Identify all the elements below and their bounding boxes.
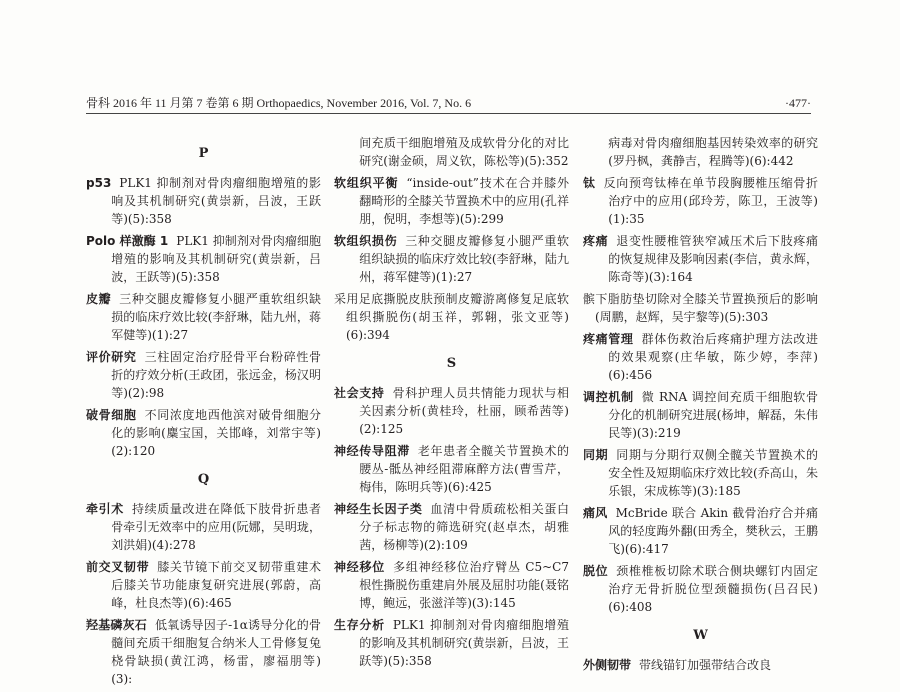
index-text: 同期与分期行双侧全髋关节置换术的安全性及短期临床疗效比较(乔高山，朱乐银，宋成栋等)(3):185 [608,448,818,498]
index-column-3 [583,134,818,678]
index-entry [86,406,321,460]
index-text: 三种交腿皮瓣修复小腿严重软组织缺损的临床疗效比较(李舒琳，陆九州，蒋军健等)(1):27 [359,234,569,284]
index-term: 牵引术 [86,502,124,516]
index-text: 低氧诱导因子-1α诱导分化的骨髓间充质干细胞复合纳米人工骨修复兔桡骨缺损(黄江鸿，杨雷，廖福朋等)(3): [111,618,321,686]
index-text: 不同浓度地西他滨对破骨细胞分化的影响(麋宝国，关邯峰，刘常宇等)(2):120 [111,408,321,458]
index-term: 疼痛管理 [583,332,634,346]
index-entry [583,504,818,558]
index-text: 退变性腰椎管狭窄减压术后下肢疼痛的恢复规律及影响因素(李信，黄永辉，陈奇等)(3):164 [608,234,818,284]
index-entry [334,174,569,228]
index-term: p53 [86,176,112,190]
index-text: 骨科护理人员共情能力现状与相关因素分析(黄桂玲，杜丽，顾希茜等)(2):125 [359,386,569,436]
index-term: 外侧韧带 [583,658,632,672]
index-entry [334,442,569,496]
section-letter-q: Q [197,472,210,487]
index-text: 三种交腿皮瓣修复小腿严重软组织缺损的临床疗效比较(李舒琳，陆九州，蒋军健等)(1):27 [111,292,321,342]
index-entry [334,500,569,554]
index-term: 脱位 [583,564,609,578]
index-entry [583,232,818,286]
index-entry [86,290,321,344]
running-header [86,95,811,114]
index-text: 多组神经移位治疗臂丛 C5~C7 根性撕脱伤重建肩外展及屈肘功能(聂铭博，鲍远，张滋洋等)(3):145 [359,560,569,610]
index-text: 老年患者全髋关节置换术的腰丛-骶丛神经阻滞麻醉方法(曹雪芹，梅伟，陈明兵等)(6):425 [359,444,569,494]
section-letter-w: W [693,628,708,643]
index-entry-subentry: 髌下脂肪垫切除对全膝关节置换预后的影响(周鹏，赵辉，吴宇黎等)(5):303 [583,292,818,324]
journal-citation: 骨科 2016 年 11 月第 7 卷第 6 期 Orthopaedics, November 2016, Vol. 7, No. 6 [86,96,472,110]
index-term: 生存分析 [334,618,385,632]
index-entry [583,446,818,500]
index-text: 膝关节镜下前交叉韧带重建术后膝关节功能康复研究进展(郭蔚，高峰，杜良杰等)(6):465 [111,560,321,610]
index-text: PLK1 抑制剂对骨肉瘤细胞增殖的影响及其机制研究(黄崇新，吕波，王跃等)(5):358 [111,234,321,284]
index-entry [86,616,321,688]
index-entry [583,388,818,442]
index-term: 神经传导阻滞 [334,444,410,458]
index-text: 持续质量改进在降低下肢骨折患者骨牵引无效率中的应用(阮娜，吴明珑，刘洪娟)(4):278 [111,502,321,552]
index-term: 破骨细胞 [86,408,137,422]
index-term: 神经移位 [334,560,386,574]
index-term: 羟基磷灰石 [86,618,147,632]
index-entry [583,330,818,384]
page-number: ·477· [785,96,811,110]
index-text: 三柱固定治疗胫骨平台粉碎性骨折的疗效分析(王政团，张远金，杨汉明等)(2):98 [111,350,321,400]
index-term: 同期 [583,448,609,462]
index-text: PLK1 抑制剂对骨肉瘤细胞增殖的影响及其机制研究(黄崇新，吕波，王跃等)(5):358 [111,176,321,226]
index-entry [334,232,569,286]
index-term: Polo 样激酶 1 [86,234,169,248]
section-letter-s: S [446,356,457,371]
index-text: 群体伤救治后疼痛护理方法改进的效果观察(庄华敏，陈少婷，李萍)(6):456 [608,332,818,382]
index-entry [334,558,569,612]
index-entry-subentry: 采用足底撕脱皮肤预制皮瓣游离修复足底软组织撕脱伤(胡玉祥，郭翱，张文亚等)(6):394 [334,292,569,342]
index-term: 钛 [583,176,596,190]
index-text: “inside-out”技术在合并膝外翻畸形的全膝关节置换术中的应用(孔祥朋，倪明，李想等)(5):299 [359,176,569,226]
index-entry [86,232,321,286]
index-column-1 [86,134,321,692]
index-text: 反向预弯钛棒在单节段胸腰椎压缩骨折治疗中的应用(邱玲芳，陈卫，王波等)(1):35 [603,176,818,226]
index-term: 痛风 [583,506,608,520]
index-entry [86,348,321,402]
index-entry [583,562,818,616]
index-term: 疼痛 [583,234,609,248]
index-entry-continued: 病毒对骨肉瘤细胞基因转染效率的研究(罗丹枫，龚静吉，程腾等)(6):442 [608,136,818,168]
index-text: 微 RNA 调控间充质干细胞软骨分化的机制研究进展(杨坤，解磊，朱伟民等)(3):219 [608,390,818,440]
index-text: McBride 联合 Akin 截骨治疗合并痛风的轻度踇外翻(田秀全，樊秋云，王鹏飞)(6):417 [608,506,818,556]
index-entry [583,656,818,674]
index-text: 血清中骨质疏松相关蛋白分子标志物的筛选研究(赵卓杰，胡雅茜，杨柳等)(2):109 [359,502,569,552]
index-term: 社会支持 [334,386,385,400]
index-entry [86,174,321,228]
index-term: 皮瓣 [86,292,112,306]
index-term: 软组织损伤 [334,234,398,248]
index-entry [86,558,321,612]
index-text: PLK1 抑制剂对骨肉瘤细胞增殖的影响及其机制研究(黄崇新，吕波，王跃等)(5):358 [359,618,569,668]
index-term: 调控机制 [583,390,634,404]
index-entry-continued: 间充质干细胞增殖及成软骨分化的对比研究(谢金硕，周义钦，陈松等)(5):352 [359,136,569,168]
index-entry [583,174,818,228]
index-term: 神经生长因子类 [334,502,423,516]
index-term: 前交叉韧带 [86,560,150,574]
index-entry [334,384,569,438]
index-term: 评价研究 [86,350,137,364]
index-entry [86,500,321,554]
index-text: 颈椎椎板切除术联合侧块螺钉内固定治疗无骨折脱位型颈髓损伤(吕召民)(6):408 [608,564,818,614]
index-column-2 [334,134,569,674]
index-entry [334,616,569,670]
index-term: 软组织平衡 [334,176,399,190]
section-letter-p: P [198,146,209,161]
index-text: 带线锚钉加强带结合改良 [639,658,772,672]
